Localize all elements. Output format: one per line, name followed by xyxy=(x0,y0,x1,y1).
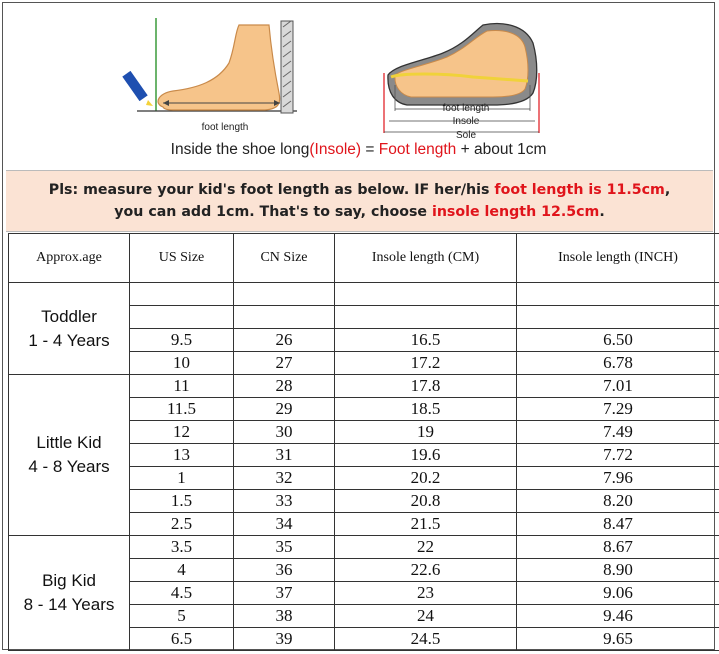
insole-cm-cell: 17.8 xyxy=(335,375,517,398)
insole-cm-cell: 20.8 xyxy=(335,490,517,513)
us-size-cell: 2.5 xyxy=(130,513,234,536)
insole-cm-cell: 24.5 xyxy=(335,628,517,651)
size-table xyxy=(8,233,719,651)
age-group-range: 1 - 4 Years xyxy=(28,330,110,350)
left-foot-length-label: foot length xyxy=(201,122,249,133)
insole-cm-cell xyxy=(335,306,517,329)
table-header-row xyxy=(9,234,719,283)
cn-size-cell: 29 xyxy=(234,398,335,421)
tip-highlight-insole-length: insole length 12.5cm xyxy=(431,204,600,220)
insole-cm-cell: 24 xyxy=(335,605,517,628)
insole-inch-cell: 8.20 xyxy=(517,490,719,513)
cn-size-cell: 31 xyxy=(234,444,335,467)
insole-cm-cell: 21.5 xyxy=(335,513,517,536)
cn-size-cell xyxy=(234,306,335,329)
formula-foot-length: Foot length xyxy=(378,141,457,158)
formula-prefix: Inside the shoe long xyxy=(170,141,310,158)
foot-shape xyxy=(158,25,280,110)
right-foot-length-label: foot length xyxy=(442,103,490,114)
header-cn-size: CN Size xyxy=(234,234,335,283)
us-size-cell: 12 xyxy=(130,421,234,444)
insole-inch-cell: 8.90 xyxy=(517,559,719,582)
age-group-label: Big Kid xyxy=(42,571,96,590)
us-size-cell: 4.5 xyxy=(130,582,234,605)
size-chart-frame xyxy=(2,2,715,650)
shoe-measure-diagram xyxy=(384,24,539,141)
age-group-cell xyxy=(9,375,130,536)
cn-size-cell: 38 xyxy=(234,605,335,628)
formula-insole: (Insole) xyxy=(309,141,362,158)
age-group-cell xyxy=(9,283,130,375)
insole-cm-cell: 22.6 xyxy=(335,559,517,582)
age-group-label: Toddler xyxy=(41,306,97,326)
cn-size-cell: 37 xyxy=(234,582,335,605)
insole-inch-cell: 7.01 xyxy=(517,375,719,398)
cn-size-cell: 39 xyxy=(234,628,335,651)
pen-tip xyxy=(146,100,153,106)
us-size-cell: 10 xyxy=(130,352,234,375)
table-row xyxy=(9,283,719,306)
header-us-size: US Size xyxy=(130,234,234,283)
tip-line-1 xyxy=(6,179,713,201)
us-size-cell: 13 xyxy=(130,444,234,467)
size-table-body xyxy=(9,283,719,651)
wall xyxy=(281,21,293,113)
insole-cm-cell: 18.5 xyxy=(335,398,517,421)
tip-text: , xyxy=(664,182,671,198)
insole-cm-cell: 22 xyxy=(335,536,517,559)
us-size-cell: 11.5 xyxy=(130,398,234,421)
us-size-cell: 5 xyxy=(130,605,234,628)
insole-cm-cell: 20.2 xyxy=(335,467,517,490)
cn-size-cell: 27 xyxy=(234,352,335,375)
formula-equals: = xyxy=(361,141,379,158)
age-group-label: Little Kid xyxy=(36,433,102,452)
table-row xyxy=(9,375,719,398)
us-size-cell: 3.5 xyxy=(130,536,234,559)
insole-inch-cell: 9.65 xyxy=(517,628,719,651)
foot-measure-diagram xyxy=(122,18,297,133)
insole-inch-cell: 6.78 xyxy=(517,352,719,375)
measurement-illustration xyxy=(3,3,714,170)
us-size-cell xyxy=(130,283,234,306)
tip-text: . xyxy=(599,204,605,220)
age-group-range: 4 - 8 Years xyxy=(28,457,110,476)
cn-size-cell: 35 xyxy=(234,536,335,559)
tip-highlight-foot-length: foot length is 11.5cm xyxy=(494,182,665,198)
us-size-cell: 4 xyxy=(130,559,234,582)
cn-size-cell xyxy=(234,283,335,306)
formula-suffix: + about 1cm xyxy=(456,141,547,158)
cn-size-cell: 28 xyxy=(234,375,335,398)
measurement-tip-banner xyxy=(6,170,713,232)
insole-inch-cell xyxy=(517,306,719,329)
header-insole-cm: Insole length (CM) xyxy=(335,234,517,283)
tip-text: Pls: measure your kid's foot length as below. IF her/his xyxy=(48,182,495,198)
us-size-cell: 6.5 xyxy=(130,628,234,651)
insole-label: Insole xyxy=(452,116,480,127)
sole-label: Sole xyxy=(455,130,477,141)
insole-inch-cell xyxy=(517,283,719,306)
cn-size-cell: 32 xyxy=(234,467,335,490)
age-group-range: 8 - 14 Years xyxy=(23,595,115,614)
insole-cm-cell: 23 xyxy=(335,582,517,605)
insole-inch-cell: 8.47 xyxy=(517,513,719,536)
insole-inch-cell: 7.29 xyxy=(517,398,719,421)
age-group-cell xyxy=(9,536,130,651)
table-row xyxy=(9,536,719,559)
cn-size-cell: 33 xyxy=(234,490,335,513)
us-size-cell xyxy=(130,306,234,329)
insole-cm-cell: 17.2 xyxy=(335,352,517,375)
header-insole-inch: Insole length (INCH) xyxy=(517,234,719,283)
insole-cm-cell xyxy=(335,283,517,306)
cn-size-cell: 30 xyxy=(234,421,335,444)
insole-cm-cell: 16.5 xyxy=(335,329,517,352)
insole-inch-cell: 8.67 xyxy=(517,536,719,559)
us-size-cell: 1 xyxy=(130,467,234,490)
us-size-cell: 1.5 xyxy=(130,490,234,513)
insole-inch-cell: 9.46 xyxy=(517,605,719,628)
tip-text: you can add 1cm. That's to say, choose xyxy=(114,204,432,220)
insole-cm-cell: 19.6 xyxy=(335,444,517,467)
insole-cm-cell: 19 xyxy=(335,421,517,444)
us-size-cell: 11 xyxy=(130,375,234,398)
insole-inch-cell: 6.50 xyxy=(517,329,719,352)
tip-line-2 xyxy=(6,201,713,223)
ruler-pen-icon xyxy=(122,71,147,101)
insole-inch-cell: 7.72 xyxy=(517,444,719,467)
us-size-cell: 9.5 xyxy=(130,329,234,352)
header-approx-age: Approx.age xyxy=(9,234,130,283)
cn-size-cell: 36 xyxy=(234,559,335,582)
formula-line xyxy=(3,141,714,159)
insole-inch-cell: 7.49 xyxy=(517,421,719,444)
cn-size-cell: 34 xyxy=(234,513,335,536)
insole-inch-cell: 9.06 xyxy=(517,582,719,605)
cn-size-cell: 26 xyxy=(234,329,335,352)
insole-inch-cell: 7.96 xyxy=(517,467,719,490)
